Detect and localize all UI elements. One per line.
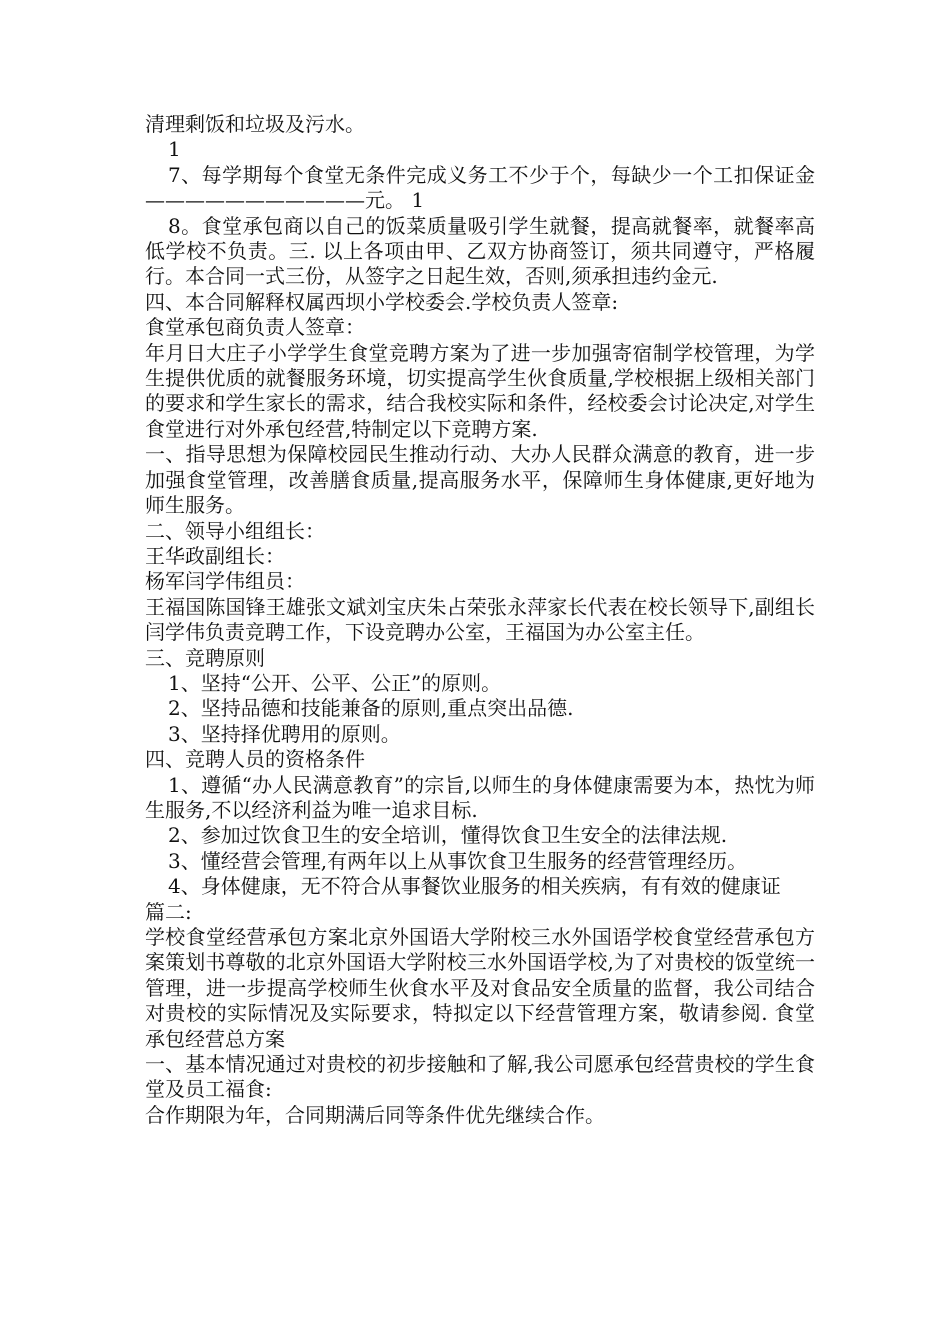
document-body	[145, 112, 815, 1128]
section-heading: 二、领导小组组长：	[145, 518, 325, 543]
paragraph: 1	[168, 137, 181, 162]
paragraph: 食堂承包商负责人签章：	[145, 315, 365, 340]
paragraph: 王福国陈国锋王雄张文斌刘宝庆朱占荣张永萍家长代表在校长领导下,副组长闫学伟负责竞聘工作，下设竞聘办公室，王福国为办公室主任。	[145, 594, 815, 645]
list-item: 2、参加过饮食卫生的安全培训，懂得饮食卫生安全的法律法规.	[168, 823, 728, 848]
section-heading: 四、竞聘人员的资格条件	[145, 747, 365, 772]
paragraph: 一、基本情况通过对贵校的初步接触和了解,我公司愿承包经营贵校的学生食堂及员工福食:	[145, 1052, 815, 1102]
list-item: 3、坚持择优聘用的原则。	[168, 721, 401, 746]
list-item: 4、身体健康，无不符合从事餐饮业服务的相关疾病，有有效的健康证	[168, 874, 781, 899]
paragraph: 四、本合同解释权属西坝小学校委会.学校负责人签章:	[145, 289, 619, 314]
paragraph: 年月日大庄子小学学生食堂竞聘方案为了进一步加强寄宿制学校管理，为学生提供优质的就餐服务环境，切实提高学生伙食质量,学校根据上级相关部门的要求和学生家长的需求，结合我校实际和条件，经校委会讨论决定,对学生食堂进行对外承包经营,特制定以下竞聘方案.	[145, 340, 815, 441]
section-heading: 篇二:	[145, 899, 192, 924]
paragraph: 杨军闫学伟组员：	[145, 569, 305, 594]
paragraph: 王华政副组长：	[145, 543, 285, 568]
list-item: 2、坚持品德和技能兼备的原则,重点突出品德.	[168, 696, 574, 721]
section-heading: 三、竞聘原则	[145, 645, 265, 670]
paragraph: 7、每学期每个食堂无条件完成义务工不少于个，每缺少一个工扣保证金———————————元。 1	[145, 162, 815, 213]
paragraph: 学校食堂经营承包方案北京外国语大学附校三水外国语学校食堂经营承包方案策划书尊敬的北京外国语大学附校三水外国语学校,为了对贵校的饭堂统一管理，进一步提高学校师生伙食水平及对食品安全质量的监督，我公司结合对贵校的实际情况及实际要求，特拟定以下经营管理方案，敬请参阅. 食堂承包经营总方案	[145, 925, 815, 1051]
list-item: 3、懂经营会管理,有两年以上从事饮食卫生服务的经营管理经历。	[168, 848, 748, 873]
list-item: 1、坚持“公开、公平、公正”的原则。	[168, 670, 502, 695]
paragraph: 一、指导思想为保障校园民生推动行动、大办人民群众满意的教育，进一步加强食堂管理，改善膳食质量,提高服务水平，保障师生身体健康,更好地为师生服务。	[145, 442, 815, 518]
paragraph: 清理剩饭和垃圾及污水。	[145, 112, 365, 136]
paragraph: 8。食堂承包商以自己的饭菜质量吸引学生就餐，提高就餐率，就餐率高低学校不负责。三. 以上各项由甲、乙双方协商签订，须共同遵守，严格履行。本合同一式三份，从签字之日起生效，否则,须承担违约金元.	[145, 213, 815, 289]
list-item: 1、遵循“办人民满意教育”的宗旨,以师生的身体健康需要为本，热忱为师生服务,不以经济利益为唯一追求目标.	[145, 772, 815, 822]
paragraph: 合作期限为年，合同期满后同等条件优先继续合作。	[145, 1102, 605, 1127]
